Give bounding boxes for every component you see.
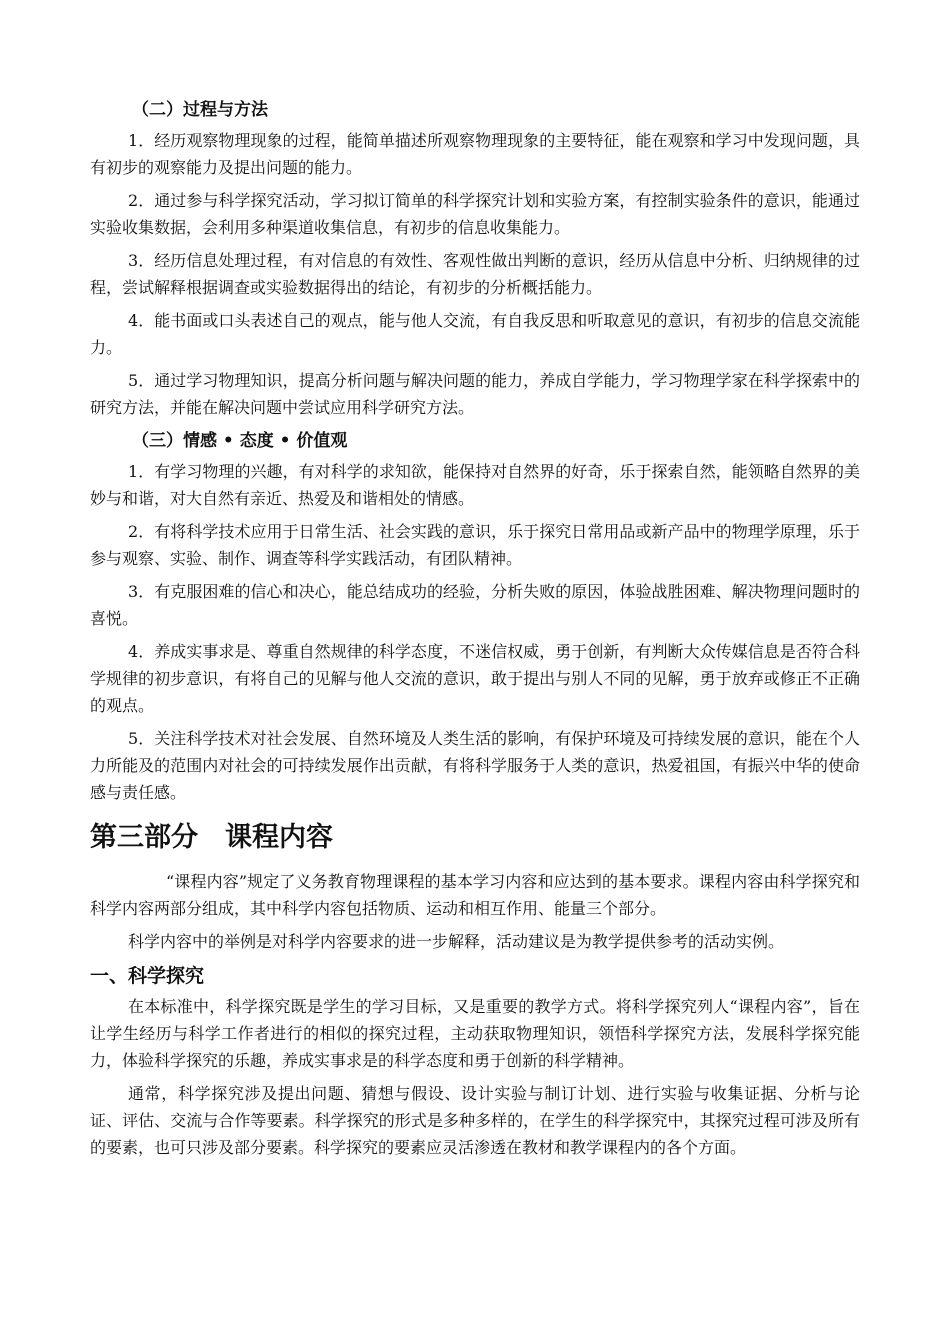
process-method-item-2: 2．通过参与科学探究活动，学习拟订简单的科学探究计划和实验方案，有控制实验条件的意识，能通过实验收集数据，会利用多种渠道收集信息，有初步的信息收集能力。 [90,191,860,237]
scientific-inquiry-paragraph-2: 通常，科学探究涉及提出问题、猜想与假设、设计实验与制订计划、进行实验与收集证据、分析与论证、评估、交流与合作等要素。科学探究的形式是多种多样的，在学生的科学探究中，其探究过程可涉及所有的要素，也可只涉及部分要素。科学探究的要素应灵活渗透在教材和教学课程内的各个方面。 [90,1084,860,1157]
emotion-attitude-item-2: 2．有将科学技术应用于日常生活、社会实践的意识，乐于探究日常用品或新产品中的物理学原理，乐于参与观察、实验、制作、调查等科学实践活动，有团队精神。 [90,522,860,568]
emotion-attitude-heading: （三）情感 • 态度 • 价值观 [132,431,348,451]
process-method-item-4: 4．能书面或口头表述自己的观点，能与他人交流，有自我反思和听取意见的意识，有初步的信息交流能力。 [90,311,860,357]
scientific-inquiry-paragraph-1: 在本标准中，科学探究既是学生的学习目标，又是重要的教学方式。将科学探究列人“课程内容”，旨在让学生经历与科学工作者进行的相似的探究过程，主动获取物理知识，领悟科学探究方法，发展科学探究能力，体验科学探究的乐趣，养成实事求是的科学态度和勇于创新的科学精神。 [90,997,860,1070]
emotion-attitude-item-5: 5．关注科学技术对社会发展、自然环境及人类生活的影响，有保护环境及可持续发展的意识，能在个人力所能及的范围内对社会的可持续发展作出贡献，有将科学服务于人类的意识，热爱祖国，有振兴中华的使命感与责任感。 [90,729,860,802]
part-three-note: 科学内容中的举例是对科学内容要求的进一步解释，活动建议是为教学提供参考的活动实例。 [128,932,785,951]
process-method-item-5: 5．通过学习物理知识，提高分析问题与解决问题的能力，养成自学能力，学习物理学家在科学探索中的研究方法，并能在解决问题中尝试应用科学研究方法。 [90,371,860,417]
part-three-heading: 第三部分 课程内容 [90,822,333,853]
process-method-item-3: 3．经历信息处理过程，有对信息的有效性、客观性做出判断的意识，经历从信息中分析、归纳规律的过程，尝试解释根据调查或实验数据得出的结论，有初步的分析概括能力。 [90,251,860,297]
emotion-attitude-item-4: 4．养成实事求是、尊重自然规律的科学态度，不迷信权威，勇于创新，有判断大众传媒信息是否符合科学规律的初步意识，有将自己的见解与他人交流的意识，敢于提出与别人不同的见解，勇于放弃或修正不正确的观点。 [90,642,860,715]
scientific-inquiry-heading: 一、科学探究 [90,965,205,987]
emotion-attitude-item-1: 1．有学习物理的兴趣，有对科学的求知欲，能保持对自然界的好奇，乐于探索自然，能领略自然界的美妙与和谐，对大自然有亲近、热爱及和谐相处的情感。 [90,462,860,508]
part-three-intro: “课程内容”规定了义务教育物理课程的基本学习内容和应达到的基本要求。课程内容由科学探究和科学内容两部分组成，其中科学内容包括物质、运动和相互作用、能量三个部分。 [90,872,860,918]
process-method-item-1: 1．经历观察物理现象的过程，能简单描述所观察物理现象的主要特征，能在观察和学习中发现问题，具有初步的观察能力及提出问题的能力。 [90,131,860,177]
process-method-heading: （二）过程与方法 [132,100,268,120]
emotion-attitude-item-3: 3．有克服困难的信心和决心，能总结成功的经验，分析失败的原因，体验战胜困难、解决物理问题时的喜悦。 [90,582,860,628]
